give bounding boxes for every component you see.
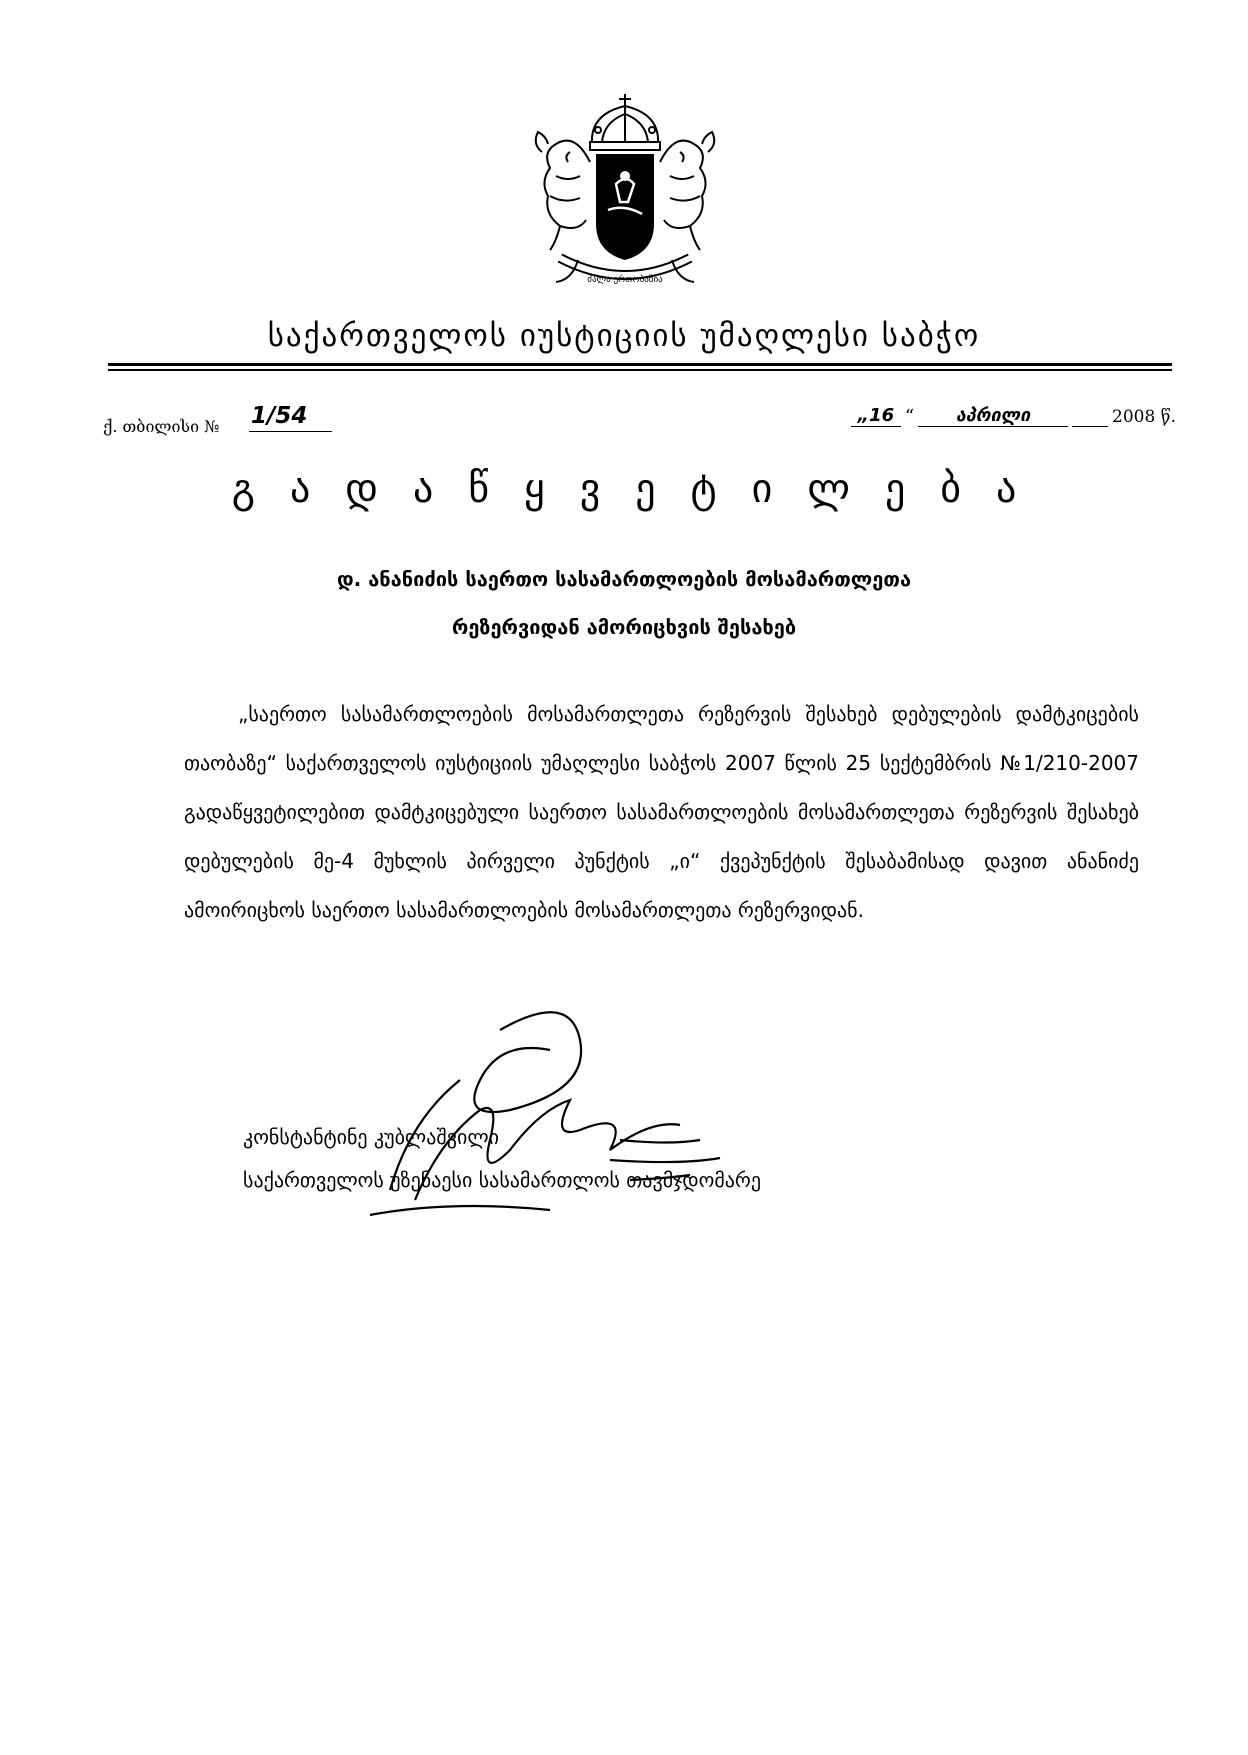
coat-of-arms-emblem xyxy=(520,92,730,302)
handwritten-signature xyxy=(250,1000,870,1230)
lion-left-icon xyxy=(536,132,590,250)
document-number xyxy=(249,403,332,432)
organization-header: საქართველოს იუსტიციის უმაღლესი საბჭო xyxy=(267,318,981,354)
header-divider xyxy=(108,363,1172,366)
subject-line-2: რეზერვიდან ამორიცხვის შესახებ xyxy=(451,615,797,639)
date-blank xyxy=(1072,426,1108,427)
date-month: აპრილი xyxy=(918,405,1068,427)
signatory-title: საქართველოს უზენაესი სასამართლოს თავმჯდომარე xyxy=(243,1168,761,1192)
emblem-motto: ძალა ერთობაშია xyxy=(587,275,663,285)
document-date xyxy=(851,405,1176,427)
document-number-value: 1/54 xyxy=(251,403,308,429)
date-day-field xyxy=(851,405,901,427)
date-mid-quote: “ xyxy=(904,406,915,427)
date-year: 2008 წ. xyxy=(1112,407,1176,427)
header-divider-thin xyxy=(108,369,1172,371)
city-number-label: ქ. თბილისი № xyxy=(103,417,220,436)
lion-right-icon xyxy=(660,132,714,250)
date-day: 16 xyxy=(869,405,895,426)
date-prefix: „ xyxy=(857,405,870,426)
document-subject xyxy=(0,555,1248,651)
signatory-name: კონსტანტინე კუბლაშვილი xyxy=(243,1125,499,1149)
crown-icon xyxy=(590,94,660,150)
decision-body: „საერთო სასამართლოების მოსამართლეთა რეზერვის შესახებ დებულების დამტკიცების თაობაზე“ საქართველოს იუსტიციის უმაღლესი საბჭოს 2007 წლის 25 სექტემბრის №1/210-2007 გადაწყვეტილებით დამტკიცებული საერთო სასამართლოების მოსამართლეთა რეზერვის შესახებ დებულების მე-4 მუხლის პირველი პუნქტის „ი“ ქვეპუნქტის შესაბამისად დავით ანანიძე ამოირიცხოს საერთო სასამართლოების მოსამართლეთა რეზერვიდან. xyxy=(184,702,1139,922)
document-title: გადაწყვეტილება xyxy=(231,466,1052,512)
subject-line-1: დ. ანანიძის საერთო სასამართლოების მოსამართლეთა xyxy=(336,567,912,591)
